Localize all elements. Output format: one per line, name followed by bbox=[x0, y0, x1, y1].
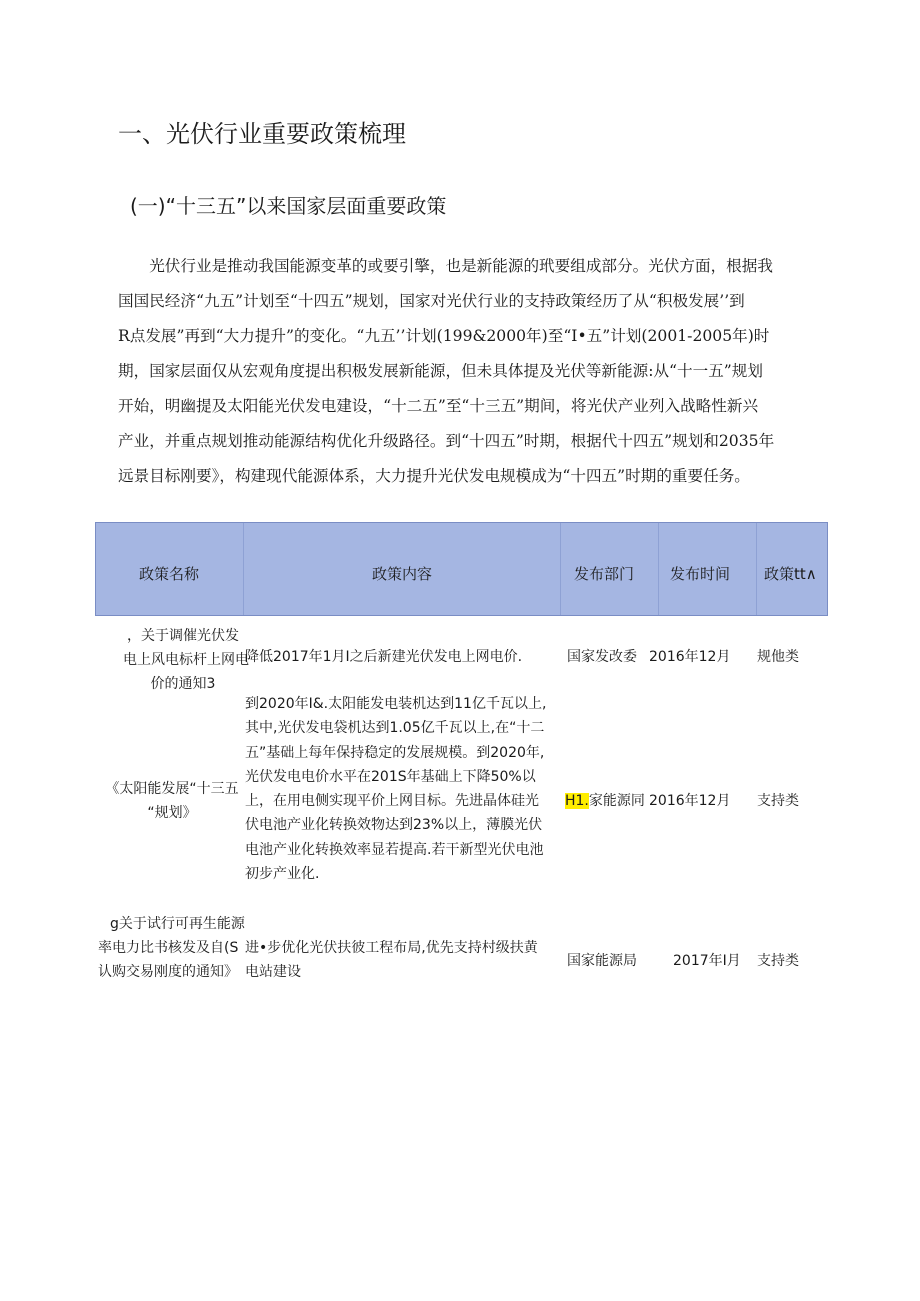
policy-name-line: g关于试行可再生能源 bbox=[110, 916, 245, 932]
policy-name-line: 率电力比书核发及自(S bbox=[98, 940, 239, 956]
release-date-cell: 2016年12月 bbox=[649, 793, 731, 809]
department-text: 家能源同 bbox=[588, 793, 645, 809]
paragraph-line: 产业，并重点规划推动能源结构优化升级路径。到“十四五”时期，根据代十四五”规划和2035年 bbox=[118, 432, 775, 450]
policy-name-line: 电上风电标杆上网电 bbox=[123, 652, 249, 668]
header-department: 发布部门 bbox=[574, 565, 635, 583]
department-cell bbox=[567, 645, 637, 669]
policy-type-cell: 支持类 bbox=[757, 953, 799, 969]
subsection-heading: (一)“十三五”以来国家层面重要政策 bbox=[130, 194, 447, 218]
policy-content-line: 其中,光伏发电袋机达到1.05亿千瓦以上,在“十二 bbox=[245, 720, 545, 737]
policy-table bbox=[95, 522, 828, 980]
header-policy-content: 政策内容 bbox=[372, 565, 433, 583]
policy-name-line: 价的通知3 bbox=[150, 676, 216, 692]
paragraph-line: 远景目标刚要》，构建现代能源体系，大力提升光伏发电规模成为“十四五”时期的重要任务。 bbox=[118, 467, 750, 485]
policy-content-line: 降低2017年1月I之后新建光伏发电上网电价. bbox=[245, 649, 523, 665]
release-date-cell: 2016年12月 bbox=[649, 649, 731, 665]
highlighted-text: H1. bbox=[565, 793, 589, 809]
policy-type-cell: 支持类 bbox=[757, 793, 799, 809]
department-text: 国家发改委 bbox=[567, 649, 637, 665]
policy-name-line: 认购交易刚度的通知》 bbox=[98, 964, 238, 980]
column-divider bbox=[658, 523, 659, 615]
policy-type-cell: 规他类 bbox=[757, 649, 799, 665]
policy-content-line: 光伏发电电价水平在201S年基础上下降50%以 bbox=[245, 768, 536, 785]
policy-content-line: 到2020年I&.太阳能发电装机达到11亿千瓦以上, bbox=[245, 696, 547, 712]
policy-name-cell bbox=[101, 777, 243, 825]
policy-content-line: 上，在用电侧实现平价上网目标。先进晶体硅光 bbox=[245, 793, 539, 810]
policy-name-cell bbox=[123, 624, 249, 696]
department-cell bbox=[565, 789, 645, 813]
column-divider bbox=[756, 523, 757, 615]
section-heading: 一、光伏行业重要政策梳理 bbox=[118, 120, 406, 148]
table-header-row bbox=[95, 522, 828, 616]
paragraph-line: 开始，明幽提及太阳能光伏发电建设，“十二五”至“十三五”期间，将光伏产业列入战略性新兴 bbox=[118, 397, 759, 415]
policy-content-line: 初步产业化. bbox=[245, 866, 320, 883]
policy-content-line: 五”基础上每年保持稳定的发展规模。到2020年, bbox=[245, 744, 545, 761]
policy-content-cell bbox=[245, 645, 522, 669]
column-divider bbox=[243, 523, 244, 615]
policy-content-cell bbox=[245, 936, 538, 984]
policy-content-cell bbox=[245, 692, 546, 886]
policy-name-line: 《太阳能发展“十三五 bbox=[105, 781, 239, 797]
policy-content-line: 电站建设 bbox=[245, 964, 301, 980]
header-release-date: 发布时间 bbox=[670, 565, 731, 583]
header-policy-type: 政策tt∧ bbox=[764, 565, 817, 583]
policy-name-line: “规划》 bbox=[147, 805, 197, 821]
paragraph-line: 期，国家层面仅从宏观角度提出积极发展新能源，但未具体提及光伏等新能源:从“十一五”规划 bbox=[118, 362, 763, 380]
paragraph-line: 国国民经济“九五”计划至“十四五”规划，国家对光伏行业的支持政策经历了从“积极发展’’到 bbox=[118, 292, 745, 310]
policy-name-line: ，关于调催光伏发 bbox=[127, 628, 239, 644]
department-text: 国家能源局 bbox=[567, 953, 637, 969]
release-date-cell: 2017年I月 bbox=[673, 953, 741, 969]
policy-content-line: 电池产业化转换效率显若提高.若干新型光伏电池 bbox=[245, 841, 544, 858]
paragraph-line: 光伏行业是推动我国能源变革的或要引擎，也是新能源的玳要组成部分。光伏方面，根据我 bbox=[118, 257, 773, 275]
paragraph-line: R点发展”再到“大力提升”的变化。“九五’’计划(199&2000年)至“I•五”计划(2001-2005年)时 bbox=[118, 327, 770, 345]
intro-paragraph bbox=[118, 254, 860, 499]
policy-name-cell bbox=[98, 912, 246, 984]
department-cell bbox=[567, 949, 637, 973]
policy-content-line: 伏电池产业化转换效物达到23%以上，薄膜光伏 bbox=[245, 817, 543, 834]
column-divider bbox=[560, 523, 561, 615]
header-policy-name: 政策名称 bbox=[139, 565, 200, 583]
policy-content-line: 进•步优化光伏扶彼工程布局,优先支持村级扶黄 bbox=[245, 940, 538, 956]
